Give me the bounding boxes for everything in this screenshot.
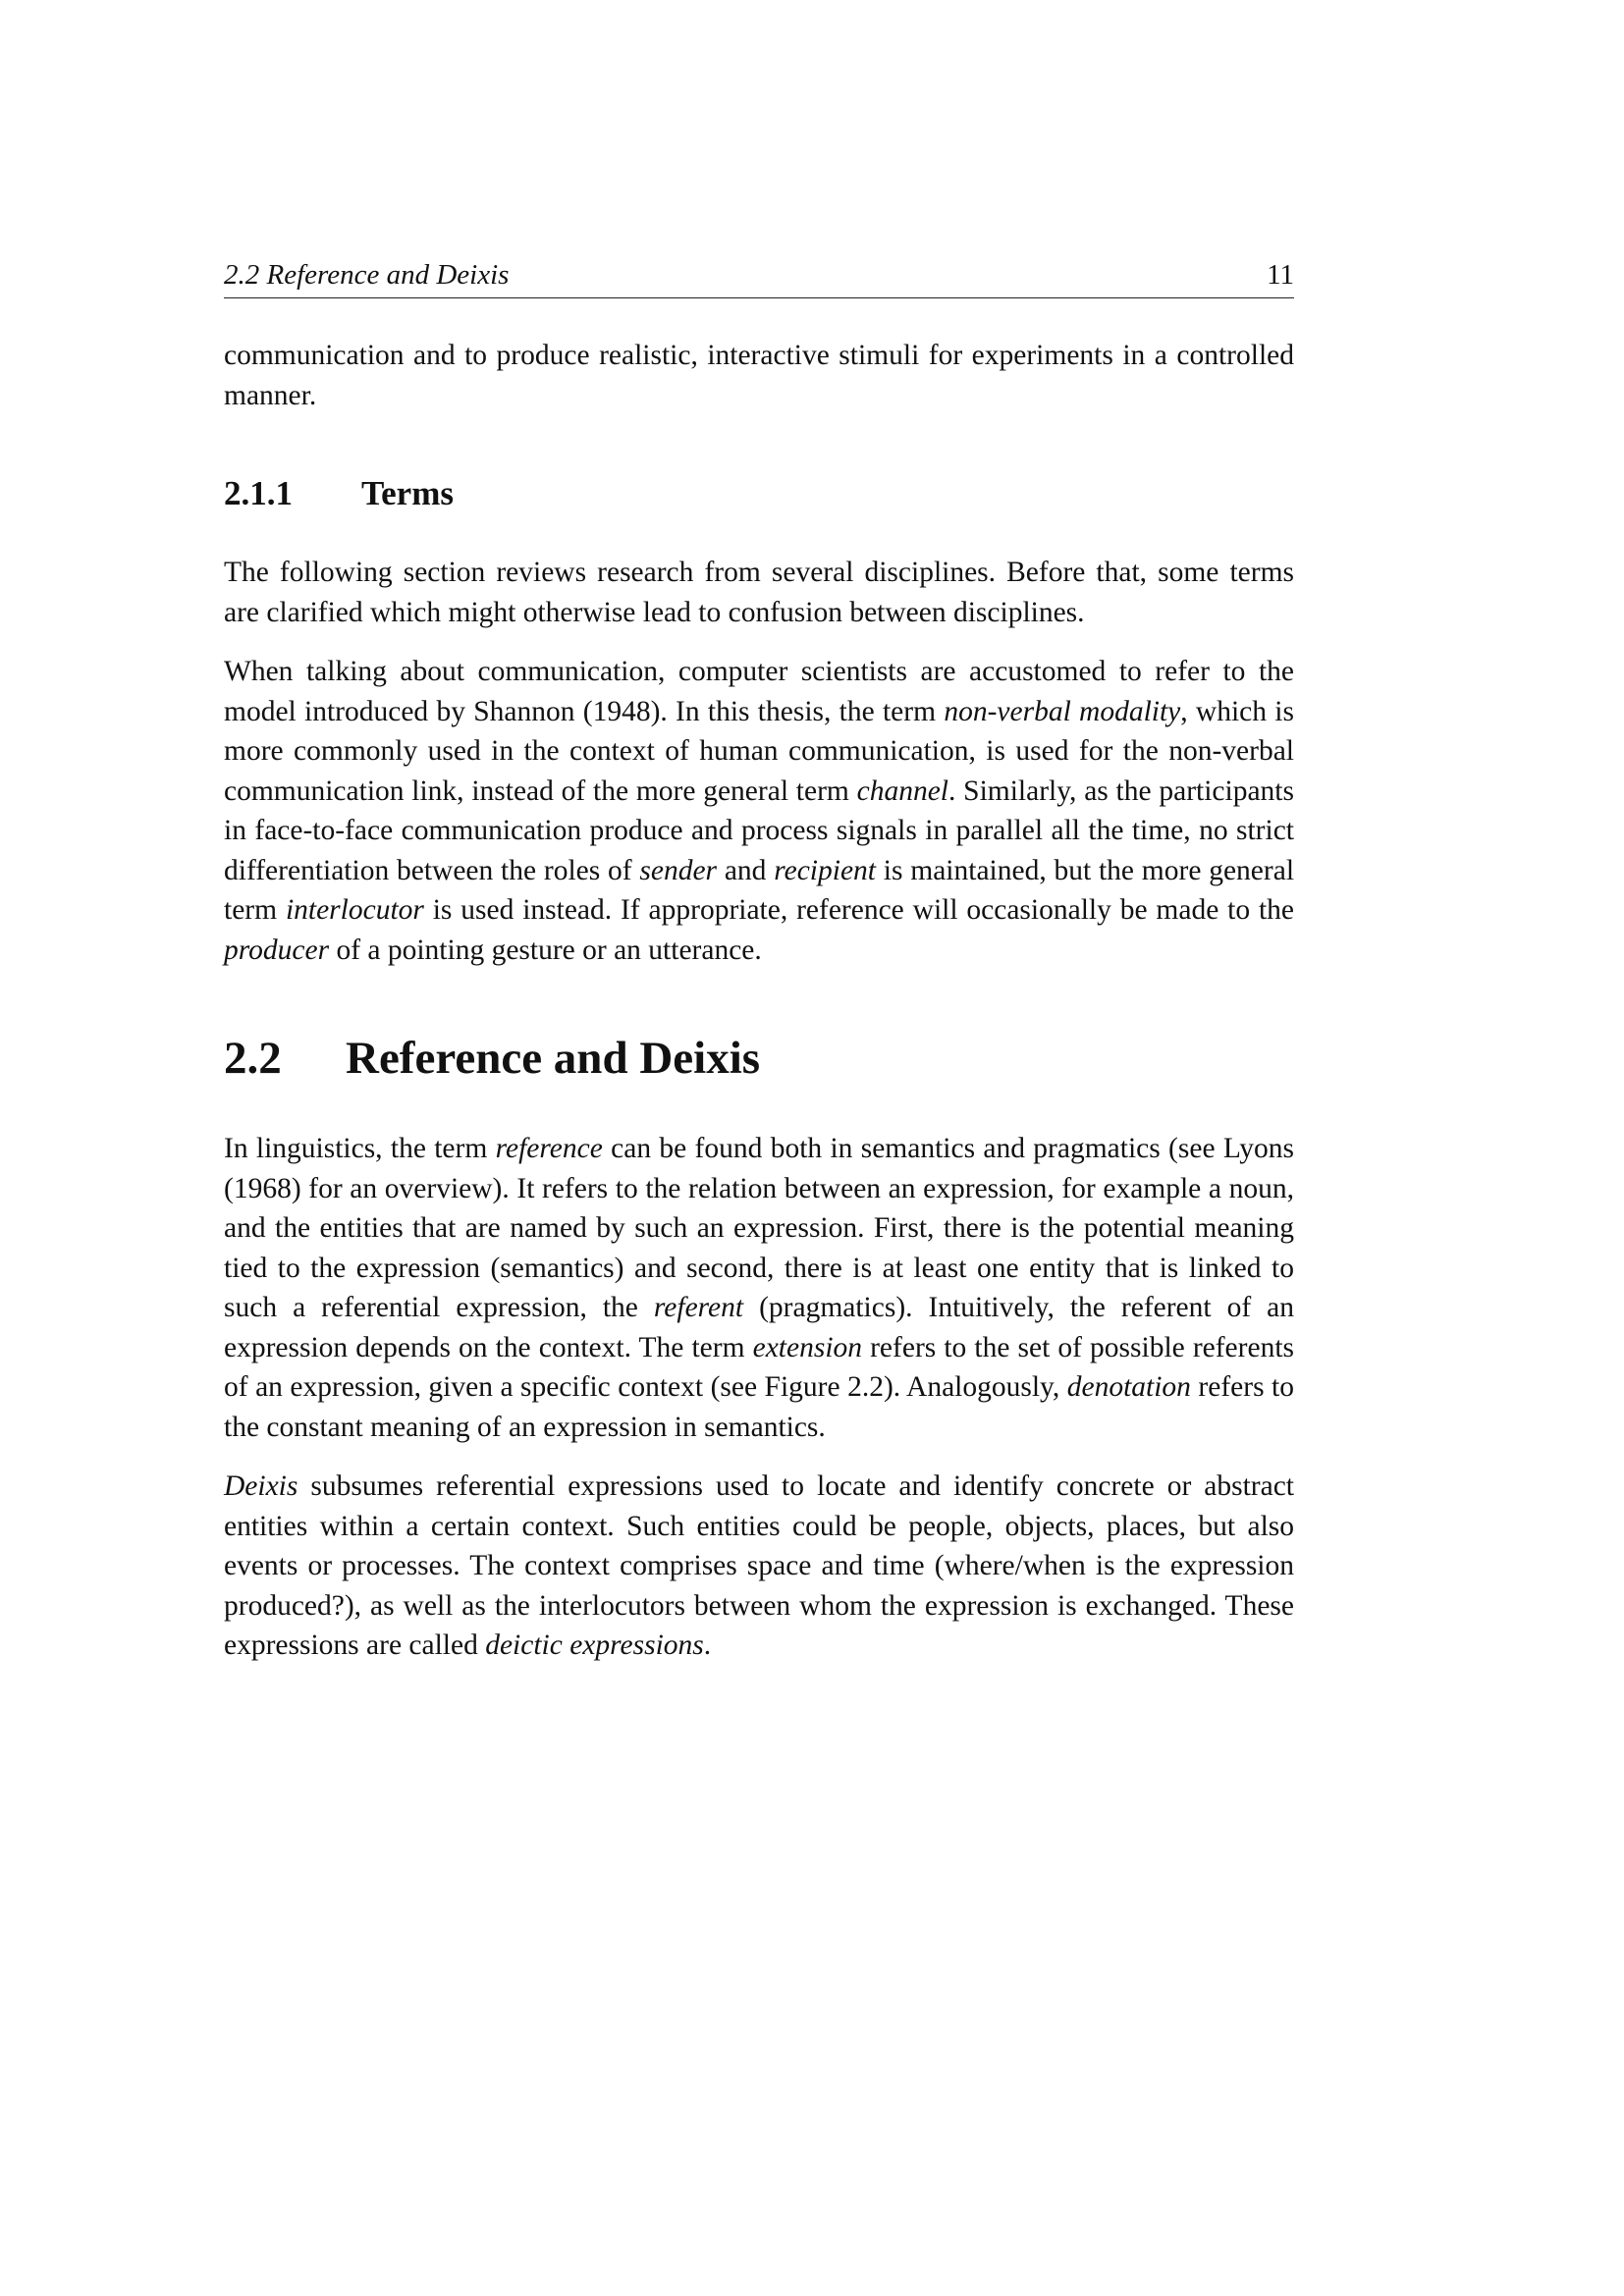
emphasis-term: Deixis (224, 1470, 298, 1502)
text-run: refers to the constant meaning of an expression in semantics. (224, 1371, 1294, 1443)
text-run: , which is more commonly used in the context of human communication, is used for the non-verbal communication link, instead of the more general term (224, 695, 1294, 807)
terms-paragraph-1: The following section reviews research from several disciplines. Before that, some terms are clarified which might otherwise lead to confusion between disciplines. (224, 557, 1294, 628)
subsection-title: Terms (361, 474, 454, 512)
text-run: can be found both in semantics and pragmatics (see Lyons (1968) for an overview). It refers to the relation between an expression, for example a noun, and the entities that are named by such an expression. First, there is the potential meaning tied to the expression (semantics) and second, there is at least one entity that is linked to such a referential expression, the (224, 1133, 1294, 1323)
text-run: . (703, 1629, 712, 1661)
page (224, 257, 1294, 1666)
section-number: 2.2 (224, 1033, 282, 1084)
emphasis-term: non-verbal modality (944, 695, 1181, 727)
section-title: Reference and Deixis (346, 1033, 761, 1084)
section-heading (224, 1031, 1294, 1086)
page-number: 11 (1267, 259, 1294, 291)
subsection-number: 2.1.1 (224, 474, 293, 512)
text-run: and (717, 854, 775, 886)
text-run: of a pointing gesture or an utterance. (329, 934, 762, 966)
emphasis-term: recipient (774, 854, 876, 886)
terms-paragraph-2 (224, 652, 1294, 970)
deixis-paragraph (224, 1467, 1294, 1666)
text-run: is used instead. If appropriate, reference will occasionally be made to the (423, 894, 1295, 926)
text-run: When talking about communication, computer scientists are accustomed to refer to the model introduced by Shannon (1948). In this thesis, the term (224, 656, 1294, 727)
emphasis-term: producer (224, 934, 330, 966)
text-run: subsumes referential expressions used to locate and identify concrete or abstract entities within a certain context. Such entities could be people, objects, places, but also events or processes. The context comprises space and time (where/when is the expression produced?), as well as the interlocutors between whom the expression is exchanged. These expressions are called (224, 1470, 1294, 1661)
emphasis-term: sender (639, 854, 718, 886)
text-run: In linguistics, the term (224, 1133, 496, 1164)
emphasis-term: interlocutor (285, 894, 424, 926)
emphasis-term: denotation (1066, 1371, 1191, 1403)
text-run: refers to the set of possible referents of an expression, given a specific context (see Figure 2.2). Analogously, (224, 1331, 1294, 1403)
emphasis-term: referent (653, 1292, 744, 1323)
subsection-heading (224, 472, 1294, 515)
reference-paragraph (224, 1129, 1294, 1447)
text-run: (pragmatics). Intuitively, the referent of an expression depends on the context. The term (224, 1292, 1294, 1363)
emphasis-term: deictic expressions (485, 1629, 704, 1661)
emphasis-term: extension (752, 1331, 863, 1363)
emphasis-term: reference (495, 1133, 603, 1164)
text-run: is maintained, but the more general term (224, 854, 1295, 926)
running-header (224, 257, 1294, 298)
intro-paragraph: communication and to produce realistic, interactive stimuli for experiments in a controlled manner. (224, 340, 1294, 411)
running-title: 2.2 Reference and Deixis (224, 259, 510, 291)
text-run: . Similarly, as the participants in face-to-face communication produce and process signals in parallel all the time, no strict differentiation between the roles of (224, 774, 1294, 886)
emphasis-term: channel (856, 774, 949, 807)
